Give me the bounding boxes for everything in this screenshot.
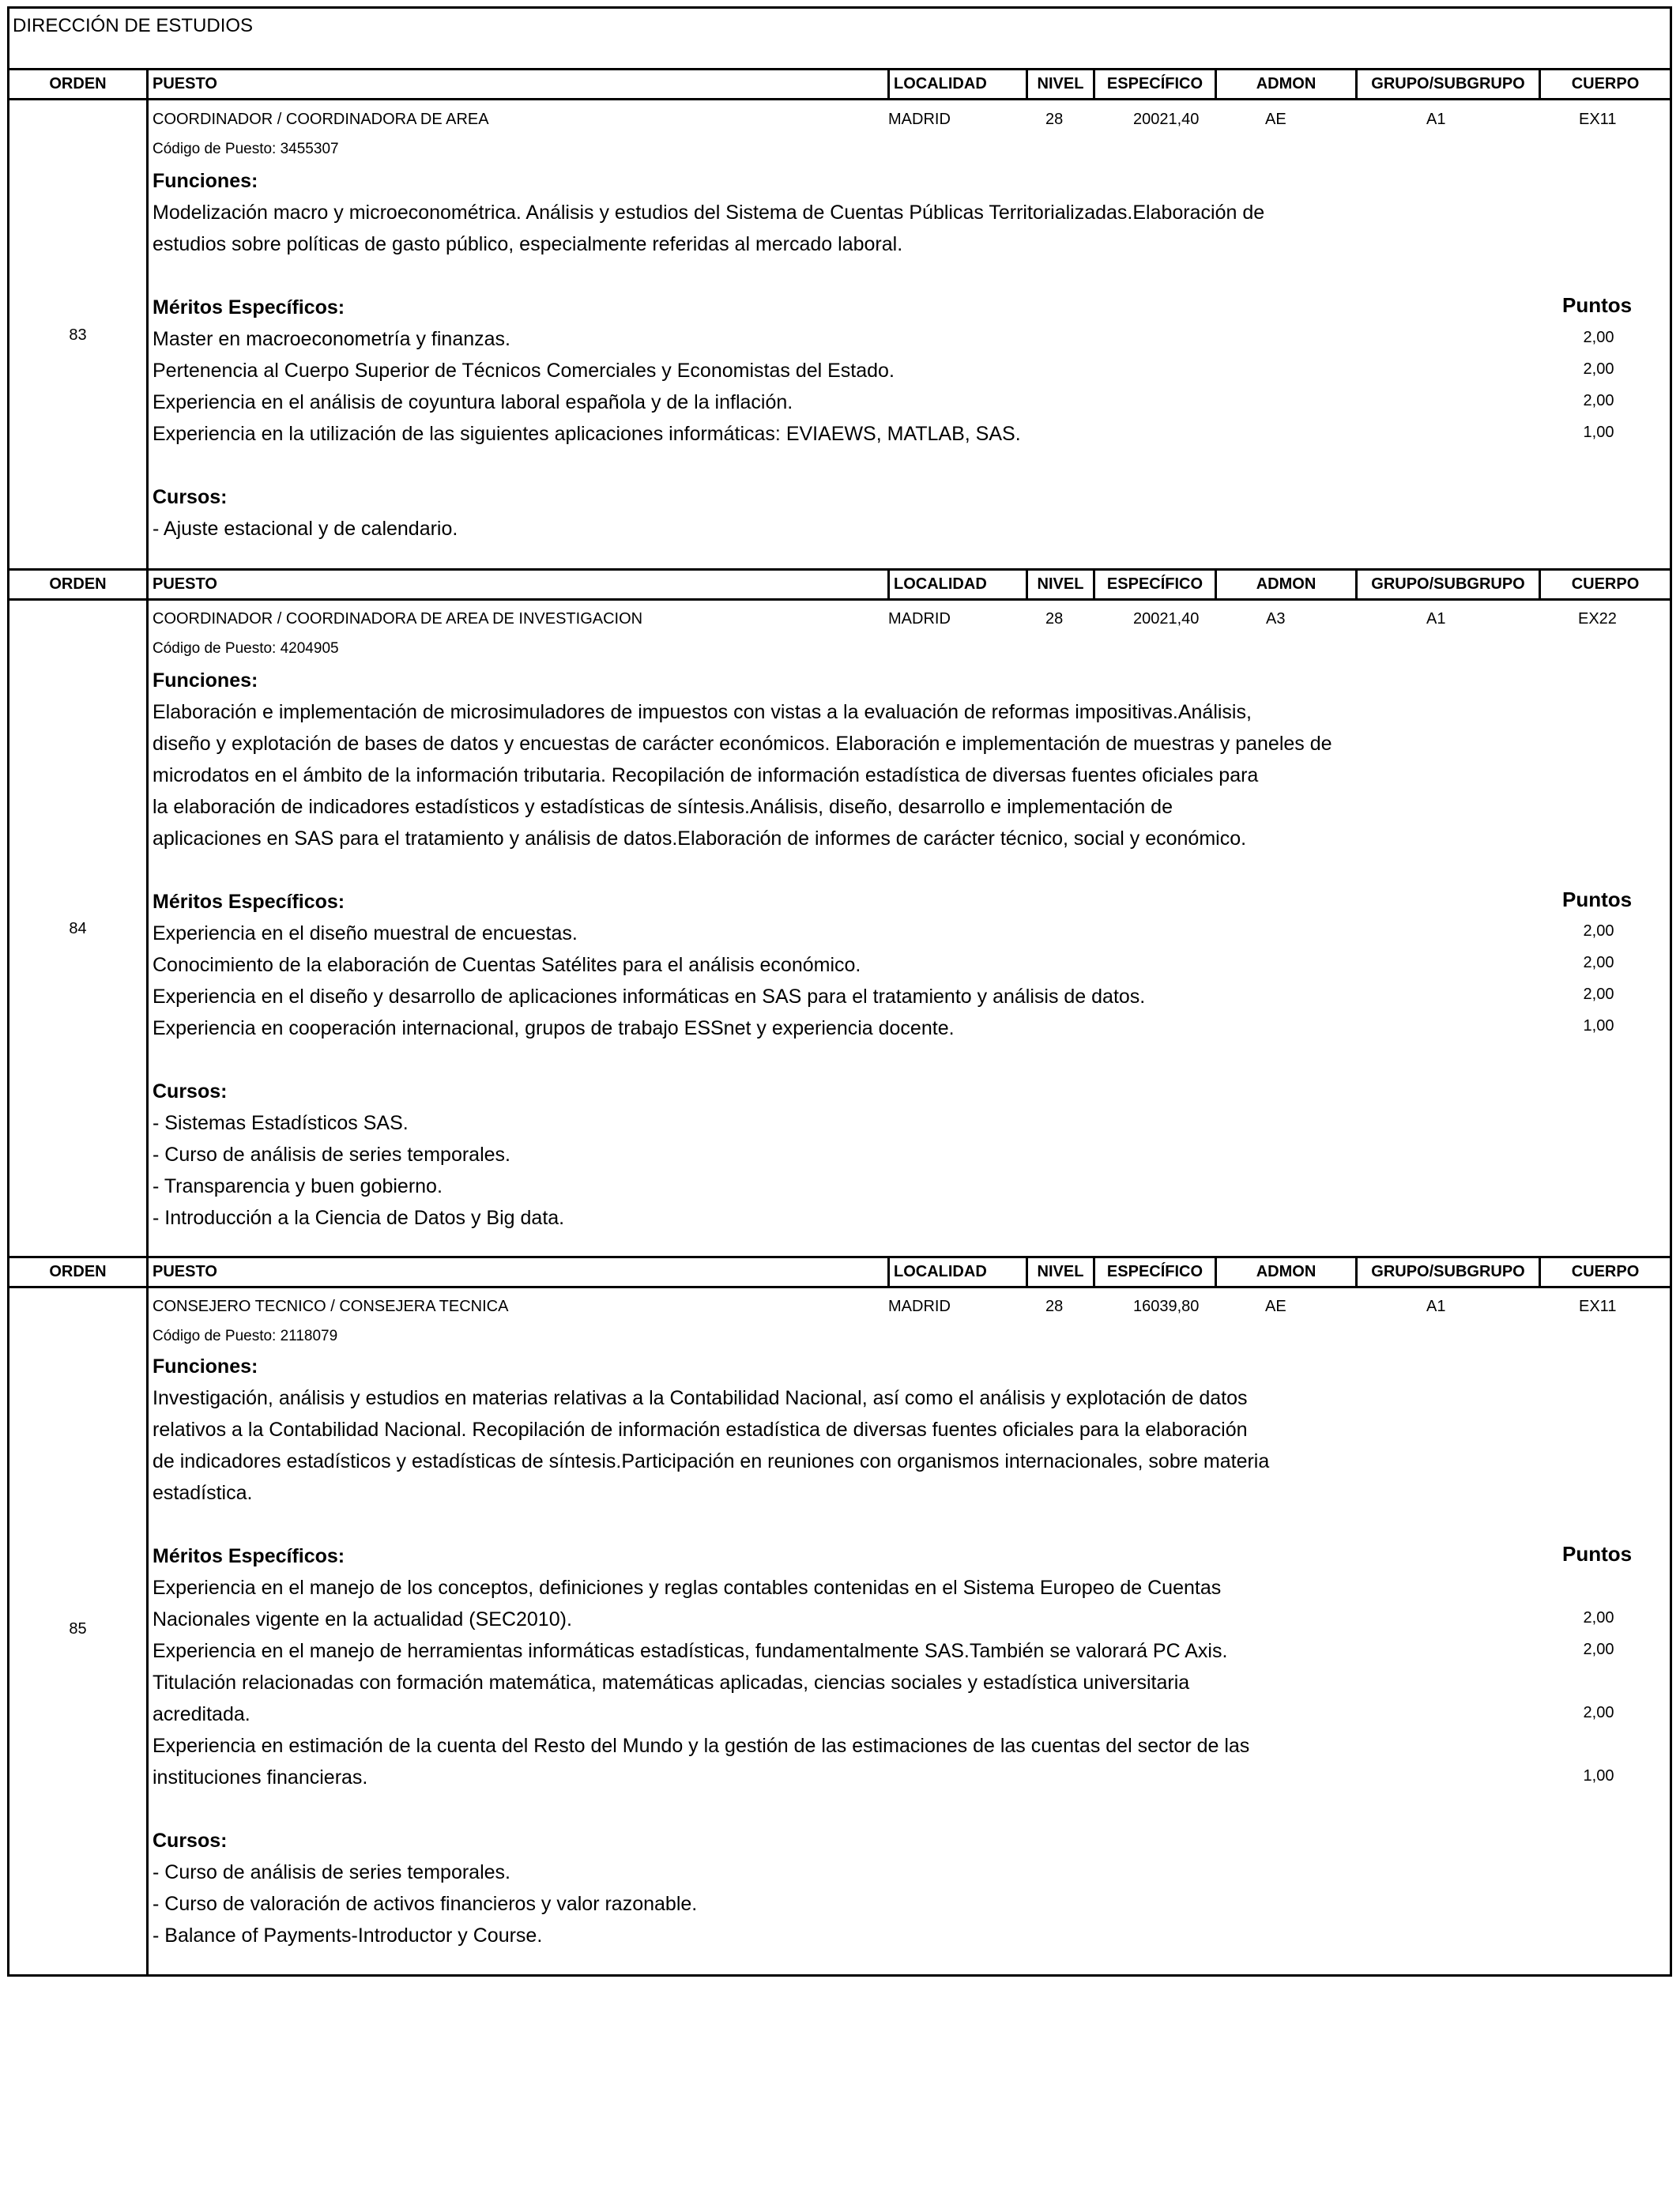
puntos-value: 2,00 — [1583, 954, 1614, 971]
merito-line: acreditada. — [153, 1703, 250, 1725]
merito-line: Experiencia en el manejo de herramientas informáticas estadísticas, fundamentalmente SAS.También se valorará PC Axis. — [153, 1640, 1228, 1662]
cursos-heading: Cursos: — [153, 486, 228, 508]
puntos-heading: Puntos — [1562, 293, 1633, 317]
localidad-value: MADRID — [888, 610, 951, 628]
orden-number: 84 — [69, 920, 87, 937]
funciones-line: de indicadores estadísticos y estadísticas de síntesis.Participación en reuniones con organismos internacionales, sobre materia — [153, 1450, 1270, 1472]
merito-line: Conocimiento de la elaboración de Cuentas Satélites para el análisis económico. — [153, 954, 861, 976]
funciones-heading: Funciones: — [153, 170, 258, 192]
funciones-line: la elaboración de indicadores estadísticos y estadísticas de síntesis.Análisis, diseño, desarrollo e implementación de — [153, 796, 1173, 818]
merito-line: Titulación relacionadas con formación matemática, matemáticas aplicadas, ciencias sociales y estadística universitaria — [153, 1672, 1190, 1694]
header-grupo: GRUPO/SUBGRUPO — [1355, 1258, 1539, 1286]
puesto-name: CONSEJERO TECNICO / CONSEJERA TECNICA — [153, 1298, 509, 1315]
curso-line: - Ajuste estacional y de calendario. — [153, 518, 458, 540]
puesto-name: COORDINADOR / COORDINADORA DE AREA — [153, 111, 489, 128]
cuerpo-value: EX22 — [1578, 610, 1617, 628]
cuerpo-value: EX11 — [1579, 111, 1617, 128]
puntos-value: 2,00 — [1583, 1609, 1614, 1627]
localidad-value: MADRID — [888, 111, 951, 128]
curso-line: - Curso de valoración de activos financieros y valor razonable. — [153, 1893, 698, 1915]
codigo-puesto: Código de Puesto: 4204905 — [153, 640, 339, 657]
header-nivel: NIVEL — [1026, 571, 1093, 598]
merito-line: instituciones financieras. — [153, 1766, 368, 1789]
curso-line: - Sistemas Estadísticos SAS. — [153, 1112, 409, 1134]
curso-line: - Curso de análisis de series temporales. — [153, 1861, 510, 1883]
merito-line: Experiencia en el manejo de los conceptos, definiciones y reglas contables contenidas en el Sistema Europeo de Cuentas — [153, 1577, 1222, 1599]
funciones-line: microdatos en el ámbito de la información tributaria. Recopilación de información estadística de diversas fuentes oficiales para — [153, 764, 1259, 786]
table-header-row — [9, 70, 1670, 100]
funciones-heading: Funciones: — [153, 1355, 258, 1378]
puesto-name: COORDINADOR / COORDINADORA DE AREA DE INVESTIGACION — [153, 610, 643, 628]
orden-number: 83 — [69, 326, 87, 344]
funciones-heading: Funciones: — [153, 669, 258, 692]
header-orden: ORDEN — [49, 575, 107, 593]
title-row — [9, 9, 1670, 70]
header-admon: ADMON — [1215, 1258, 1355, 1286]
header-cuerpo: CUERPO — [1539, 571, 1670, 598]
merito-line: Nacionales vigente en la actualidad (SEC2010). — [153, 1608, 572, 1630]
meritos-heading: Méritos Específicos: — [153, 296, 345, 319]
merito-line: Experiencia en estimación de la cuenta del Resto del Mundo y la gestión de las estimaciones de las cuentas del sector de las — [153, 1735, 1250, 1757]
puntos-value: 2,00 — [1583, 329, 1614, 346]
table-header-row — [9, 571, 1670, 601]
puntos-value: 2,00 — [1583, 1704, 1614, 1721]
page-title: DIRECCIÓN DE ESTUDIOS — [13, 15, 254, 36]
funciones-line: estadística. — [153, 1482, 253, 1504]
merito-line: Experiencia en la utilización de las siguientes aplicaciones informáticas: EVIAEWS, MATLAB, SAS. — [153, 423, 1021, 445]
puntos-value: 2,00 — [1583, 392, 1614, 409]
header-admon: ADMON — [1215, 571, 1355, 598]
header-puesto: PUESTO — [146, 571, 897, 598]
grupo-value: A1 — [1426, 1298, 1446, 1315]
header-nivel: NIVEL — [1026, 70, 1093, 98]
cursos-heading: Cursos: — [153, 1830, 228, 1852]
grupo-value: A1 — [1426, 610, 1446, 628]
localidad-value: MADRID — [888, 1298, 951, 1315]
merito-line: Experiencia en cooperación internacional, grupos de trabajo ESSnet y experiencia docente. — [153, 1017, 955, 1039]
meritos-heading: Méritos Específicos: — [153, 1545, 345, 1567]
codigo-puesto: Código de Puesto: 3455307 — [153, 141, 339, 157]
funciones-line: Elaboración e implementación de microsimuladores de impuestos con vistas a la evaluación de reformas impositivas.Análisis, — [153, 701, 1252, 723]
puntos-value: 1,00 — [1583, 424, 1614, 441]
puntos-heading: Puntos — [1562, 1542, 1633, 1566]
funciones-line: Modelización macro y microeconométrica. Análisis y estudios del Sistema de Cuentas Públicas Territorializadas.Elaboración de — [153, 202, 1265, 224]
column-divider — [146, 601, 149, 1257]
curso-line: - Balance of Payments-Introductor y Course. — [153, 1924, 543, 1947]
header-localidad: LOCALIDAD — [887, 571, 1026, 598]
header-cuerpo: CUERPO — [1539, 70, 1670, 98]
meritos-heading: Méritos Específicos: — [153, 891, 345, 913]
header-localidad: LOCALIDAD — [887, 1258, 1026, 1286]
grupo-value: A1 — [1426, 111, 1446, 128]
admon-value: AE — [1265, 111, 1286, 128]
header-orden: ORDEN — [49, 1263, 107, 1280]
header-puesto: PUESTO — [146, 1258, 897, 1286]
cuerpo-value: EX11 — [1579, 1298, 1617, 1315]
funciones-line: relativos a la Contabilidad Nacional. Recopilación de información estadística de diversas fuentes oficiales para la elaboración — [153, 1419, 1248, 1441]
column-divider — [146, 1288, 149, 1974]
merito-line: Experiencia en el diseño y desarrollo de aplicaciones informáticas en SAS para el tratamiento y análisis de datos. — [153, 986, 1146, 1008]
puntos-value: 1,00 — [1583, 1767, 1614, 1785]
header-grupo: GRUPO/SUBGRUPO — [1355, 70, 1539, 98]
nivel-value: 28 — [1045, 111, 1064, 128]
especifico-value: 20021,40 — [1133, 111, 1200, 128]
table-header-row — [9, 1258, 1670, 1288]
header-especifico: ESPECÍFICO — [1093, 1258, 1215, 1286]
admon-value: A3 — [1266, 610, 1286, 628]
admon-value: AE — [1265, 1298, 1286, 1315]
header-especifico: ESPECÍFICO — [1093, 571, 1215, 598]
header-especifico: ESPECÍFICO — [1093, 70, 1215, 98]
header-grupo: GRUPO/SUBGRUPO — [1355, 571, 1539, 598]
merito-line: Master en macroeconometría y finanzas. — [153, 328, 510, 350]
puntos-value: 2,00 — [1583, 360, 1614, 378]
curso-line: - Curso de análisis de series temporales. — [153, 1144, 510, 1166]
puntos-value: 2,00 — [1583, 1641, 1614, 1658]
header-cuerpo: CUERPO — [1539, 1258, 1670, 1286]
puntos-value: 2,00 — [1583, 922, 1614, 940]
header-orden: ORDEN — [49, 75, 107, 92]
entry-body — [153, 1351, 1269, 1951]
nivel-value: 28 — [1045, 610, 1064, 628]
merito-line: Experiencia en el diseño muestral de encuestas. — [153, 922, 578, 944]
especifico-value: 16039,80 — [1133, 1298, 1200, 1315]
header-localidad: LOCALIDAD — [887, 70, 1026, 98]
funciones-line: diseño y explotación de bases de datos y encuestas de carácter económicos. Elaboración e implementación de muestras y paneles de — [153, 733, 1332, 755]
merito-line: Experiencia en el análisis de coyuntura laboral española y de la inflación. — [153, 391, 793, 413]
header-nivel: NIVEL — [1026, 1258, 1093, 1286]
puntos-value: 2,00 — [1583, 986, 1614, 1003]
entry-body — [153, 165, 1264, 545]
puntos-heading: Puntos — [1562, 888, 1633, 911]
especifico-value: 20021,40 — [1133, 610, 1200, 628]
cursos-heading: Cursos: — [153, 1080, 228, 1103]
merito-line: Pertenencia al Cuerpo Superior de Técnicos Comerciales y Economistas del Estado. — [153, 360, 895, 382]
puntos-value: 1,00 — [1583, 1017, 1614, 1035]
curso-line: - Introducción a la Ciencia de Datos y Big data. — [153, 1207, 565, 1229]
codigo-puesto: Código de Puesto: 2118079 — [153, 1328, 338, 1344]
column-divider — [146, 100, 149, 569]
header-puesto: PUESTO — [146, 70, 897, 98]
funciones-line: Investigación, análisis y estudios en materias relativas a la Contabilidad Nacional, así como el análisis y explotación de datos — [153, 1387, 1248, 1409]
header-admon: ADMON — [1215, 70, 1355, 98]
nivel-value: 28 — [1045, 1298, 1064, 1315]
curso-line: - Transparencia y buen gobierno. — [153, 1175, 443, 1197]
funciones-line: aplicaciones en SAS para el tratamiento y análisis de datos.Elaboración de informes de carácter técnico, social y económico. — [153, 827, 1247, 850]
funciones-line: estudios sobre políticas de gasto público, especialmente referidas al mercado laboral. — [153, 233, 903, 255]
entry-body — [153, 665, 1332, 1234]
orden-number: 85 — [69, 1620, 87, 1638]
